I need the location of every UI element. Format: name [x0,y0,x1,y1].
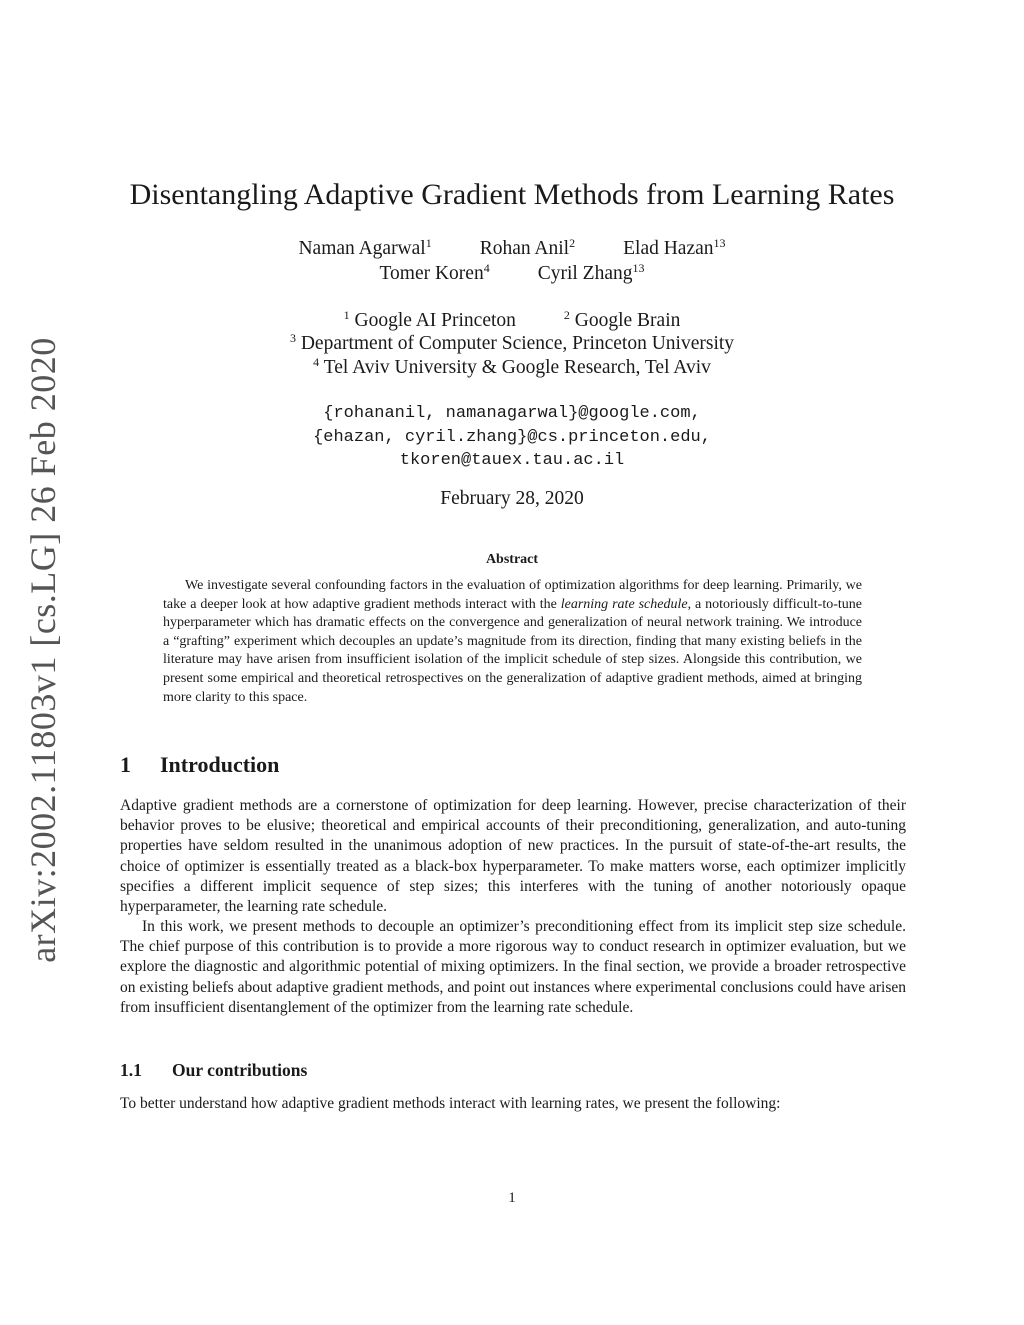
abstract-heading: Abstract [485,552,539,567]
author-line-2 [0,261,1024,285]
abstract-text: , a notoriously difficult-to-tune hyperparameter which has dramatic effects on the convergence and generalization of neural network training. We introduce a “grafting” experiment which decouples an update’s magnitude from its direction, finding that many existing beliefs in the literature may have arisen from insufficient isolation of the implicit schedule of step sizes. Alongside this contribution, we present some empirical and theoretical retrospectives on the generalization of adaptive gradient methods, aimed at bringing more clarity to this space. [163,596,862,705]
publication-date: February 28, 2020 [440,488,584,509]
section-title: Introduction [160,752,280,777]
email-line: {ehazan, cyril.zhang}@cs.princeton.edu, [313,428,711,447]
abstract-body [163,577,862,707]
introduction-paragraph-1 [120,796,906,917]
affiliation-number: 4 [313,355,320,369]
author-line-1 [0,236,1024,260]
abstract-emphasis: learning rate schedule [560,596,688,612]
section-number: 1 [120,752,131,777]
author-name: Naman Agarwal [298,238,426,259]
email-line: {rohananil, namanagarwal}@google.com, [323,404,701,423]
affiliation-number: 1 [343,308,350,322]
affiliation-number: 2 [563,308,570,322]
paper-title: Disentangling Adaptive Gradient Methods from Learning Rates [129,178,895,211]
page-number: 1 [508,1190,516,1206]
subsection-title: Our contributions [172,1060,308,1080]
abstract-text: We investigate several confounding factors in the evaluation of optimization algorithms for deep learning. Primarily, we take a deeper look at how adaptive gradient methods interact with the [163,578,862,612]
subsection-number: 1.1 [120,1060,142,1080]
paragraph-text: In this work, we present methods to decouple an optimizer’s preconditioning effect from its implicit step size schedule. The chief purpose of this contribution is to provide a more rigorous way to conduct research in optimizer evaluation, but we explore the diagnostic and algorithmic potential of mixing optimizers. In the final section, we provide a broader retrospective on existing beliefs about adaptive gradient methods, and point out instances where experimental conclusions could have arisen from insufficient disentanglement of the optimizer from the learning rate schedule. [120,918,906,1016]
author-name: Cyril Zhang [537,263,633,284]
email-line: tkoren@tauex.tau.ac.il [399,451,625,470]
author-affiliation-marker: 1 [425,236,432,250]
paragraph-text: To better understand how adaptive gradient methods interact with learning rates, we present the following: [120,1095,781,1112]
affiliation-line-2 [0,331,1024,355]
affiliation-name: Tel Aviv University & Google Research, Tel Aviv [323,357,711,378]
affiliation-number: 3 [289,331,296,345]
affiliation-name: Google AI Princeton [354,310,516,331]
author-affiliation-marker: 4 [483,261,490,275]
abstract-paragraph [163,577,862,707]
author-affiliation-marker: 13 [713,236,726,250]
affiliation-name: Department of Computer Science, Princeton University [300,333,735,354]
affiliation-line-1 [0,308,1024,332]
author-name: Elad Hazan [623,238,714,259]
arxiv-id-text: arXiv:2002.11803v1 [cs.LG] 26 Feb 2020 [23,337,63,963]
introduction-paragraph-2 [120,917,906,1018]
author-affiliation-marker: 13 [632,261,645,275]
affiliation-name: Google Brain [574,310,681,331]
paragraph-text: Adaptive gradient methods are a cornerstone of optimization for deep learning. However, precise characterization of their behavior proves to be elusive; theoretical and empirical accounts of their preconditioning, generalization, and auto-tuning properties have seldom resulted in the unanimous adoption of new practices. In the pursuit of state-of-the-art results, the choice of optimizer is essentially treated as a black-box hyperparameter. To make matters worse, each optimizer implicitly specifies a different implicit sequence of step sizes; this interferes with the tuning of another notoriously opaque hyperparameter, the learning rate schedule. [120,797,906,916]
author-name: Tomer Koren [379,263,484,284]
subsection-heading-contributions [120,1060,307,1081]
author-affiliation-marker: 2 [569,236,576,250]
contributions-paragraph [120,1094,906,1114]
affiliation-line-3 [0,355,1024,379]
author-name: Rohan Anil [479,238,570,259]
section-heading-introduction [120,752,279,778]
